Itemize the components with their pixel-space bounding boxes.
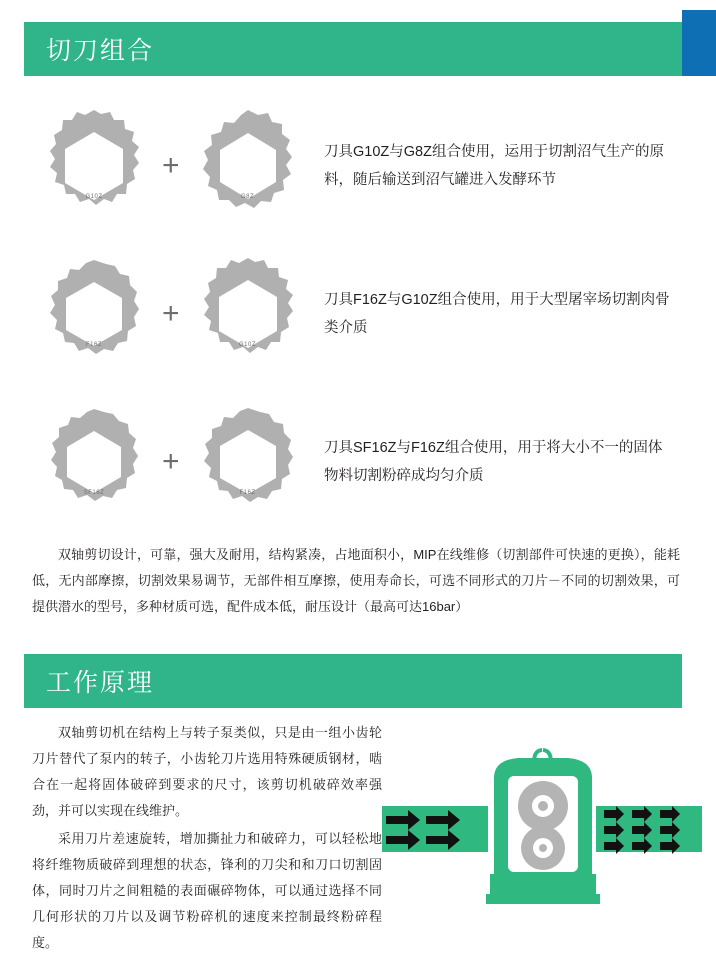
blade-rows	[0, 92, 716, 536]
blade-row	[0, 240, 716, 388]
summary-paragraph: 双轴剪切设计，可靠，强大及耐用，结构紧凑，占地面积小，MIP在线维修（切割部件可快速的更换），能耗低，无内部摩擦，切割效果易调节，无部件相互摩擦，使用寿命长，可选不同形式的刀片－不同的切割效果，可提供潜水的型号，多种材质可选，配件成本低，耐压设计（最高可达16bar）	[32, 547, 680, 614]
working-principle-content	[0, 720, 716, 958]
blade-icon	[34, 402, 154, 522]
document-page	[0, 22, 716, 970]
working-principle-text	[0, 720, 382, 958]
blade-label: F16Z	[85, 342, 102, 348]
blade-pair	[34, 106, 324, 226]
blade-description: 刀具G10Z与G8Z组合使用，运用于切割沼气生产的原料，随后输送到沼气罐进入发酵环节	[324, 144, 664, 188]
paragraph: 双轴剪切机在结构上与转子泵类似，只是由一组小齿轮刀片替代了泵内的转子，小齿轮刀片选用特殊硬质钢材，啮合在一起将固体破碎到要求的尺寸，该剪切机破碎效率强劲，并可以实现在线维护。	[32, 725, 382, 818]
blade-icon	[34, 106, 154, 226]
plus-symbol: +	[162, 297, 180, 330]
base-plate	[486, 894, 600, 904]
plus-symbol: +	[162, 149, 180, 182]
blade-row	[0, 92, 716, 240]
gear-upper	[518, 781, 568, 831]
blade-icon	[34, 254, 154, 374]
banner-accent-tab	[682, 10, 716, 76]
blade-icon	[188, 402, 308, 522]
blade-icon	[188, 254, 308, 374]
blade-g8z	[188, 106, 308, 226]
section-banner-cutter-combination	[24, 22, 682, 76]
gear-lower	[521, 826, 565, 870]
blade-row	[0, 388, 716, 536]
inlet-pipe	[382, 806, 488, 852]
blade-f16z-2	[188, 402, 308, 522]
blade-label: G8Z	[240, 194, 255, 200]
blade-f16z	[34, 254, 154, 374]
blade-label: SF16Z	[83, 490, 105, 496]
blade-g10z	[34, 106, 154, 226]
section-banner-working-principle	[24, 654, 682, 708]
plus-symbol: +	[162, 445, 180, 478]
blade-description: 刀具F16Z与G10Z组合使用，用于大型屠宰场切割肉骨类介质	[324, 292, 670, 336]
section-title: 工作原理	[46, 669, 155, 697]
blade-pair	[34, 254, 324, 374]
blade-label: G10Z	[239, 342, 257, 348]
blade-description: 刀具SF16Z与F16Z组合使用，用于将大小不一的固体物料切割粉碎成均匀介质	[324, 440, 663, 484]
outlet-arrows	[604, 806, 680, 854]
twin-shaft-shredder-diagram	[382, 744, 702, 924]
page-title: 切刀组合	[46, 37, 155, 65]
blade-label: F16Z	[239, 490, 256, 496]
blade-g10z-2	[188, 254, 308, 374]
blade-sf16z	[34, 402, 154, 522]
paragraph: 采用刀片差速旋转，增加撕扯力和破碎力，可以轻松地将纤维物质破碎到理想的状态，锋利的刀尖和和刀口切割固体，同时刀片之间粗糙的表面碾碎物体，可以通过选择不同几何形状的刀片以及调节粉碎机的速度来控制最终粉碎程度。	[32, 831, 382, 950]
blade-pair	[34, 402, 324, 522]
blade-label: G10Z	[85, 194, 103, 200]
blade-icon	[188, 106, 308, 226]
shredder-figure	[382, 720, 716, 958]
